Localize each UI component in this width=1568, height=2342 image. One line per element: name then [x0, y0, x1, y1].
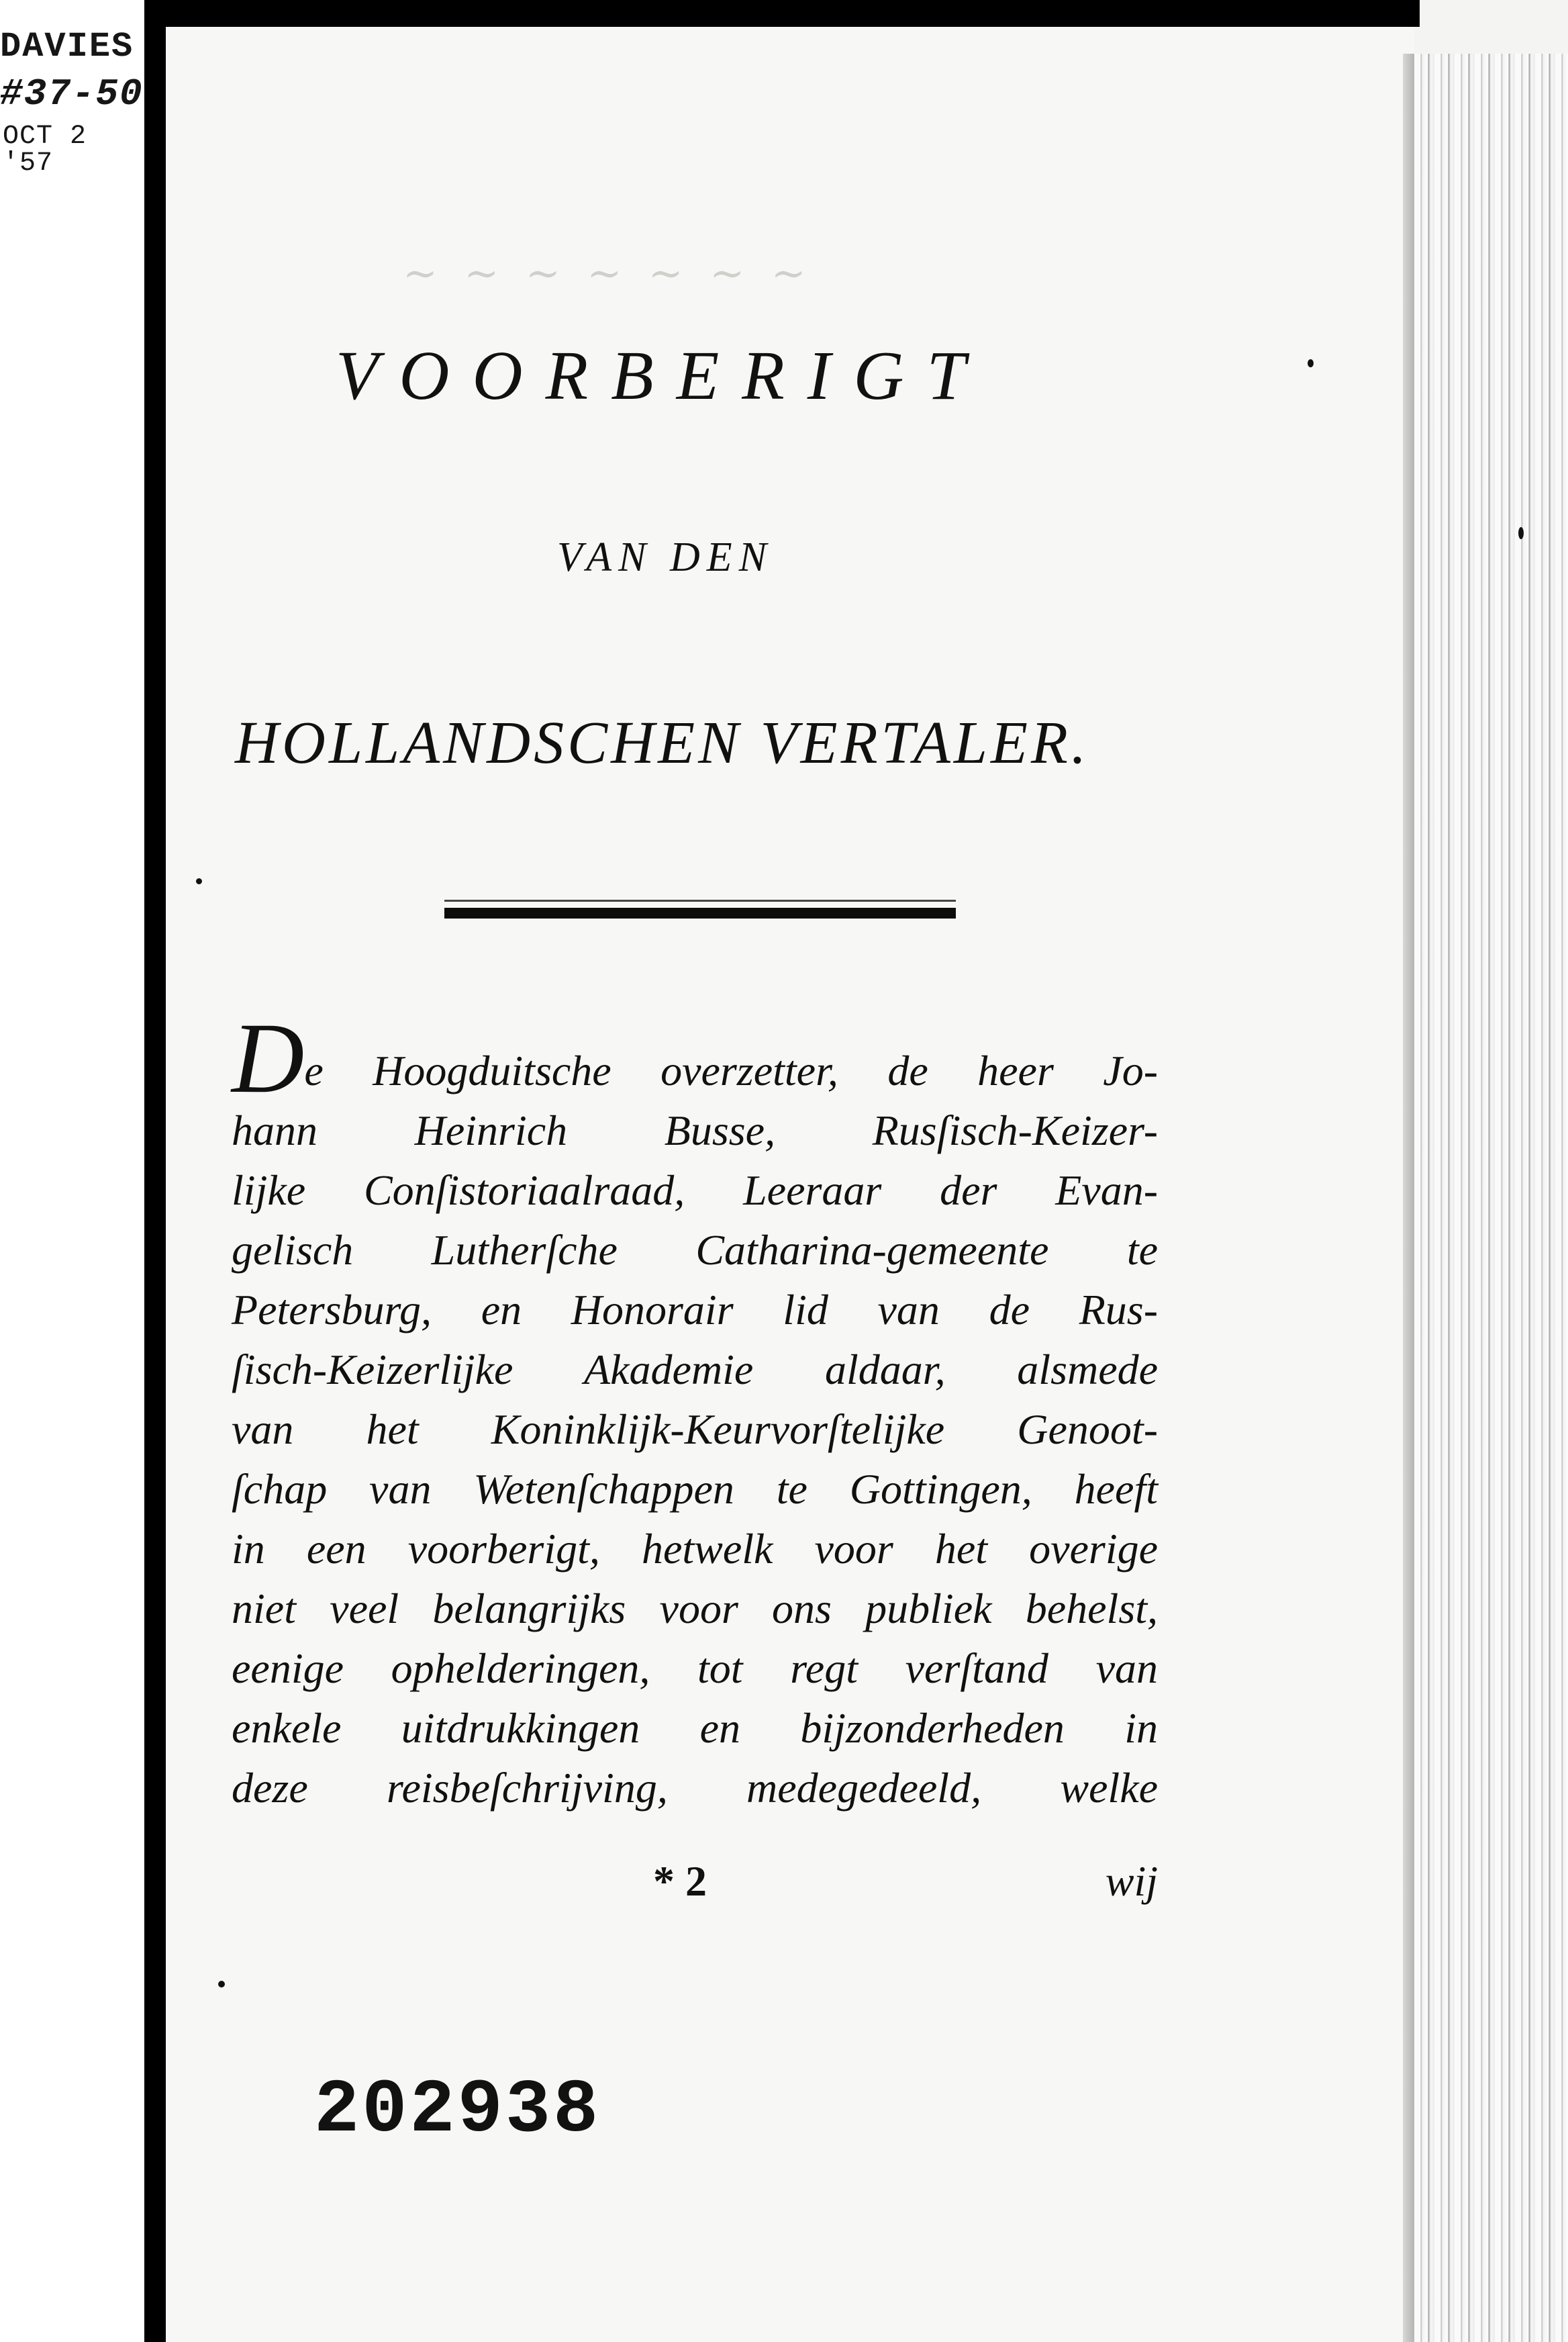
body-line: ſchap van Wetenſchappen te Gottingen, heeft [232, 1465, 1158, 1513]
page-subtitle: VAN DEN [557, 534, 773, 580]
show-through-bleed: ∼ ∼ ∼ ∼ ∼ ∼ ∼ [403, 251, 814, 297]
scan-top-edge [144, 0, 1420, 27]
ink-speck [1518, 527, 1524, 539]
body-line: ſisch-Keizerlijke Akademie aldaar, alsmede [232, 1346, 1158, 1393]
library-stamp-date: OCT 2 '57 [3, 122, 87, 179]
body-line: in een voorberigt, hetwelk voor het overige [232, 1525, 1158, 1573]
signature-mark: * 2 [653, 1857, 707, 1905]
scan-left-margin [0, 0, 144, 2342]
body-line: lijke Conſistoriaalraad, Leeraar der Evan- [232, 1166, 1158, 1214]
accession-number-stamp: 202938 [314, 2068, 601, 2153]
body-line: Petersburg, en Honorair lid van de Rus- [232, 1286, 1158, 1333]
body-line: gelisch Lutherſche Catharina-gemeente te [232, 1226, 1158, 1274]
page-subtitle-translator: HOLLANDSCHEN VERTALER. [235, 710, 1090, 776]
library-stamp-name: DAVIES [0, 27, 134, 66]
body-line: niet veel belangrijks voor ons publiek behelst, [232, 1585, 1158, 1632]
book-page-edges [1414, 54, 1568, 2342]
ink-speck [1308, 359, 1314, 367]
body-line: eenige ophelderingen, tot regt verſtand van [232, 1644, 1158, 1692]
body-line: enkele uitdrukkingen en bijzonderheden in [232, 1704, 1158, 1752]
page-title: VOORBERIGT [336, 337, 989, 414]
body-line [232, 1002, 1158, 1114]
catchword: wij [1105, 1857, 1158, 1905]
drop-cap: D [232, 1002, 305, 1114]
title-rule-thin [444, 900, 956, 902]
library-stamp-number: #37-50 [0, 73, 144, 115]
ink-speck [196, 878, 202, 884]
ink-speck [218, 1981, 225, 1987]
title-rule [444, 908, 956, 919]
body-line: van het Koninklijk-Keurvorſtelijke Genoot- [232, 1405, 1158, 1453]
body-line: deze reisbeſchrijving, medegedeeld, welke [232, 1764, 1158, 1812]
body-paragraph [232, 1002, 1158, 1818]
page-footer-line [232, 1857, 1158, 1916]
body-line-text: e Hoogduitsche overzetter, de heer Jo- [304, 1047, 1158, 1094]
body-line: hann Heinrich Busse, Rusſisch-Keizer- [232, 1107, 1158, 1154]
scan-black-band [144, 0, 166, 2342]
